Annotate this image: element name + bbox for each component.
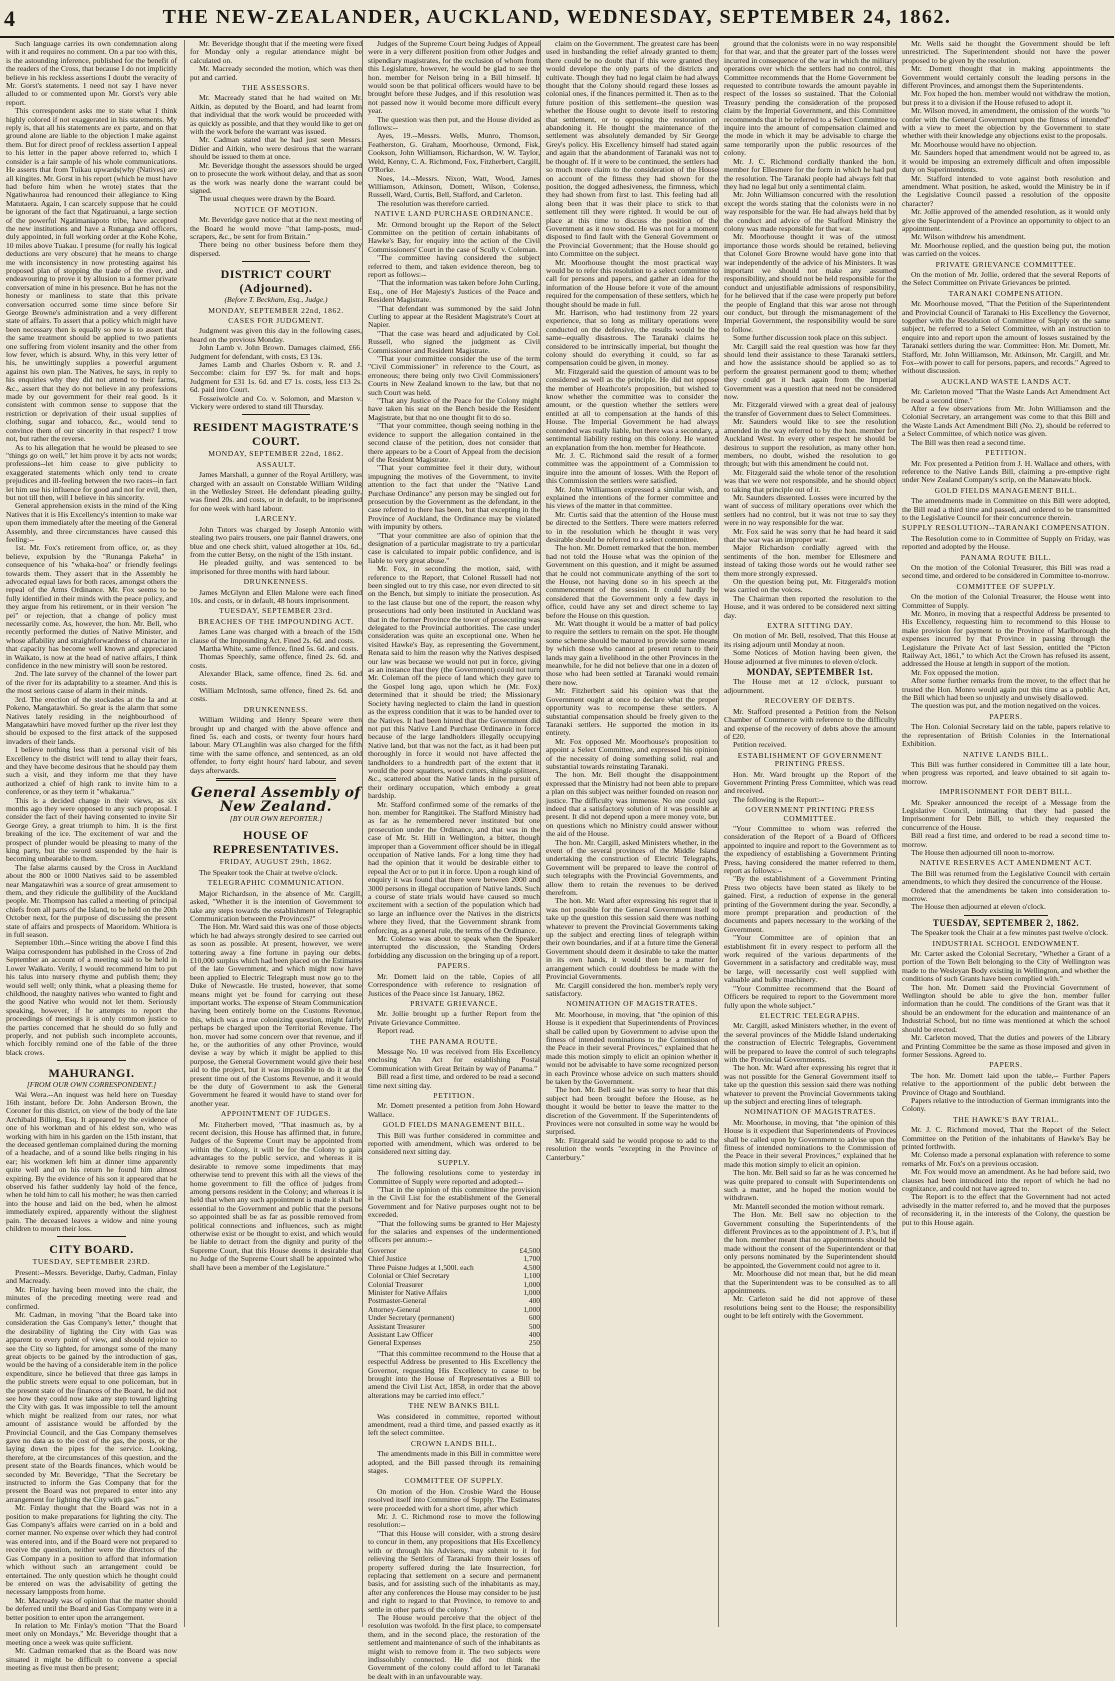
section-label: NATIVE RESERVES ACT AMENDMENT ACT. — [919, 858, 1093, 868]
table-row: Three Puisne Judges at 1,500l. each 4,500 — [368, 1262, 540, 1272]
paragraph: Mr. Moorhouse did not mean that, but he did mean that the Superintendent was to be consulted as to all appointments. — [724, 1269, 896, 1295]
paragraph: The hon. Mr. Domett laid upon the table,-- Further Papers relative to the apportionment of the public debt between the Province of Otago and Southland. — [902, 1070, 1110, 1097]
paragraph: The Hon. Colonial Secretary laid on the table, papers relative to the representation of British Colonies in the International Exhibition. — [902, 722, 1110, 749]
paragraph: Mr. Mantell seconded the motion without remark. — [733, 1201, 885, 1211]
section-label: ASSAULT. — [256, 459, 296, 469]
section-label: PRIVATE GRIEVANCE COMMITTEE. — [935, 259, 1077, 269]
section-label: PAPERS. — [989, 1060, 1023, 1070]
heading-mahurangi: MAHURANGI. — [48, 1066, 135, 1081]
section-label: NOMINATION OF MAGISTRATES. — [744, 1107, 876, 1117]
paragraph: Mr. Jollie approved of the amended resolution, as it would only give the Superintendent of a Province an opportunity to object to an appointment. — [902, 207, 1110, 233]
section-label: NATIVE LAND PURCHASE ORDINANCE. — [374, 209, 534, 219]
heading-district-court: DISTRICT COURT (Adjourned). — [220, 267, 332, 296]
section-label: AUCKLAND WASTE LANDS ACT. — [941, 376, 1071, 386]
paragraph: Mr. Fitzherbert moved, "That inasmuch as, by a recent decision, this House has affirmed that, in future, Judges of the Supreme Court may be appointed from within the Colony, it will be for the Colony to gain advantages to the public service, and whereas it is desirable to remove some impediments that may otherwise tend to prevent this with all the views of the home government to fill the office of judges from among persons resident in the Colony; and whereas it is held that when any such appointment is made it shall be essential to the Government and public that the persons so appointed shall be as far as possible removed from political connections and influences, such as might otherwise exist or be thought to exist, and which would be liable to detract from the dignity and purity of the Supreme Court, that this House deems it desirable that no Judge of the Supreme Court shall be appointed who shall have been a member of the Legislature." — [190, 1119, 362, 1272]
paragraph: "That the following sums be granted to Her Majesty for the salaries and expenses of the undermentioned officers per annum:-- — [368, 1218, 540, 1245]
paragraph: The hon. Mr. Ward after expressing his regret that it was not possible for the General Government itself to take up the question this session said there was nothing whatever to prevent the Provincial Governments taking up the subject and erecting lines of telegraph. — [724, 1063, 896, 1106]
section-label: RECOVERY OF DEBTS. — [764, 696, 856, 706]
date-line: TUESDAY, SEPTEMBER 23RD. — [32, 1257, 151, 1267]
paragraph: Mr. Finlay having been moved into the chair, the minutes of the preceding meeting were read and confirmed. — [6, 1284, 177, 1311]
date-line: MONDAY, SEPTEMBER 1st. — [746, 667, 874, 678]
section-label: COMMITTEE OF SUPPLY. — [956, 581, 1056, 591]
column-5 — [718, 40, 901, 1627]
paragraph: Mr. Cadman remarked that as the Board was now situated it might be difficult to convene a special meeting as five must then be present; — [6, 1646, 177, 1672]
paragraph: The hon. Mr. Ward after expressing his regret that it was not possible for the General Government itself to take up the question this session said there was nothing whatever to prevent the Provincial Governments taking up the subject and erecting lines of telegraph within their own boundaries, and if at a future time the General Government should deem it desirable to take the matter in its own hands, it would then be a matter for arrangement which could doubtless be made with the Provincial Governments. — [546, 896, 718, 982]
section-label: SUPPLY. — [437, 1157, 471, 1167]
paragraph: Alexander Black, same offence, fined 2s. 6d. and costs. — [190, 669, 362, 687]
paragraph: "Your Committee are of opinion that an establishment fit in every respect to perform all the work required of the various departments of the Government in a satisfactory and creditable way, must be large, will necessarily cost well supplied with valuable and bulky machinery. — [724, 933, 896, 985]
paragraph: The Speaker took the Chair at a few minutes past twelve o'clock. — [911, 928, 1109, 938]
section-label: IMPRISONMENT FOR DEBT BILL. — [939, 787, 1073, 797]
section-label: TELEGRAPHIC COMMUNICATION. — [207, 878, 345, 888]
section-label: ELECTRIC TELEGRAPHS. — [759, 1010, 861, 1020]
paragraph: The amendments made in Committee on this Bill were adopted, the Bill read a third time and passed, and ordered to be transmitted to the Legislative Council for their concurrence therein. — [902, 496, 1110, 522]
paragraph: "That your committee are also of opinion that the designation of a particular magistrate to try a particular case is calculated to impair public confidence, and is liable to very great abuse." — [368, 530, 540, 565]
paragraph: In relation to Mr. Finlay's motion "That the Board meet only on Mondays," Mr. Beveridge thought that a meeting once a week was quite sufficient. — [6, 1620, 177, 1647]
divider — [216, 778, 336, 781]
paragraph: James McGlynn and Ellen Malone were each fined 10s. and costs, or in default, 48 hours imprisonment. — [190, 587, 362, 605]
paragraph: On motion of the Hon. Crosbie Ward the House resolved itself into Committee of Supply. The Estimates were proceeded with for a short time, after which — [368, 1486, 540, 1513]
paragraph: Mr. Saunders dissented. Losses were incurred by the want of success of military operations over which the settlers had no control, but it was not true to say they were in no way responsible for the war. — [724, 492, 896, 528]
paragraph: "That the case was heard and adjudicated by Col. Russell, who signed the judgment as Civil Commissioner and Resident Magistrate. — [368, 328, 540, 355]
paragraph: The House then adjourned till noon to-morrow. — [911, 847, 1055, 857]
paragraph: Mr. Wells said he thought the Government should be left unrestricted. The Superintendent should not have the power proposed to be given by the resolution. — [902, 39, 1110, 65]
section-label: LARCENY. — [255, 514, 297, 524]
paragraph: Hon. Mr. Ward brought up the Report of the Government Printing Press Committee, which was read and received. — [724, 769, 896, 796]
paragraph: Mr. Ormond brought up the Report of the Select Committee on the petition of certain inhabitants of Hawke's Bay, for enquiry into the action of the Civil Commissioners' Court in the case of Scully v. Coleman. — [368, 219, 540, 254]
paragraph: Was considered in committee, reported without amendment, read a third time, and passed exactly as it left the select committee. — [368, 1411, 540, 1438]
section-label: GOLD FIELDS MANAGEMENT BILL. — [934, 485, 1078, 495]
paragraph: "That defendant was summoned by the said John Curling to appear at the Resident Magistrate's Court at Napier. — [368, 303, 540, 330]
section-label: CROWN LANDS BILL. — [410, 1438, 498, 1448]
paragraph: Mr. Speaker announced the receipt of a Message from the Legislative Council, intimating that they had passed the Imprisonment for Debt Bill, to which they requested the concurrence of the House. — [902, 797, 1110, 832]
paragraph: Mr. Saunders would like to see the resolution amended in the way referred to by the hon. member for Auckland West. In every other respect he should be desirous to support the resolution, as many other hon. members, no doubt, wished the resolution to go through; but with this amendment he could not. — [724, 417, 896, 469]
date-line: MONDAY, SEPTEMBER 22nd, 1862. — [208, 449, 344, 459]
section-label: APPOINTMENT OF JUDGES. — [220, 1109, 332, 1119]
column-1 — [6, 39, 182, 1672]
paragraph: The hon. Mr. Bell thought the disappointment expressed that the Ministry had not been able to prepare a plan on this subject was neither founded on reason nor justice. The difficulty was immense. No one could say indeed that a satisfactory solution of it was possible at present. It did not depend upon a mere money vote, but on questions which no Ministry could answer without the aid of the House. — [546, 770, 718, 839]
paragraph: Mr. Moorhouse thought it was of the utmost importance those words should be retained, believing that Colonel Gore Browne would have gone into that war independently of the advice of his Ministers. It was important we should not make any assumed responsibility, and should not be held responsible for the conduct and unjustifiable admissions of responsibility, for he believed that if the case were properly put before the people of England that this war arose not through our conduct, but through the mismanagement of the Imperial Government, the responsibility would be sure to follow. — [724, 232, 896, 334]
table-row: Minister for Native Affairs 1,000 — [368, 1287, 540, 1297]
paragraph: The following is the Report:-- — [733, 794, 825, 804]
paragraph: Mr. John Williamson concurred with the resolution except the words stating that the colonists were in no way responsible for the war. He had always held that by the conduct and advice of the Stafford Ministry the colony was made responsible for that war. — [724, 190, 896, 233]
paragraph: Mr. Domett laid on the table, Copies of all Correspondence with reference to resignation of Justices of the Peace since 1st January, 1862. — [368, 971, 540, 998]
paragraph: Petition received. — [733, 740, 787, 750]
paragraph: On motion of Mr. Bell, resolved, That this House at its rising adjourn until Monday at noon. — [724, 631, 896, 649]
paragraph: Mr. Moorhouse moved, "That the Petition of the Superintendent and Provincial Council of Taranaki to His Excellency the Governor, together with the Resolution of Committee of Supply on the same subject, be referred to a Select Committee, with an instruction to enquire into and report upon the amount of losses sustained by the Taranaki settlers during the war. Committee: Hon. Mr. Domett, Mr. Stafford, Mr. John Williamson, Mr. Atkinson, Mr. Cargill, and Mr. Fox--with power to call for persons, papers, and records." Agreed to without discussion. — [902, 299, 1110, 376]
paragraph: I believe nothing less than a personal visit of his Excellency to the district will tend to allay their fears, and they have become desirous that he should pay them such a visit, and they inform me that they have authorized a chief of high rank to invite him to a conference, or as they term it "whakarua." — [6, 745, 177, 797]
paragraph: Papers relative to the introduction of German immigrants into the Colony. — [902, 1095, 1110, 1114]
divider — [242, 414, 311, 415]
table-row: Colonial Treasurer 1,000 — [368, 1279, 540, 1289]
paragraph: Fosseiwolcle and Co. v. Solomon, and Marston v. Vickery were ordered to stand till Thursday. — [190, 393, 362, 412]
paragraph: "Your Committee recommend that the Board of Officers be required to report to the Government more fully upon the whole subject." — [724, 983, 896, 1010]
paragraph: "That the information was taken before John Curling, Esq., one of Her Majesty's Justices of the Peace and Resident Magistrate. — [368, 278, 540, 305]
paragraph: The false alarms caused by the Cross in Auckland about the 800 or 1000 Natives said to be assembled near Mangatawhiri was a source of great amusement to them, and they ridicule the gullibility of the Auckland people. Mr. Thompson has called a meeting of principal chiefs from all parts of the Island, to be held on the 20th October next, for the purpose of discussing the present state of affairs and prospects of Maoridom. Whitiora is in full season. — [6, 862, 177, 940]
paragraph: Mr. Fitzgerald said the question of amount was to be considered as well as the principle. He did not oppose the member of Heathcote's proposition, but wished to know whether the committee was to consider the amount, or the question whether the settlers were entitled at all to compensation at the hands of this House. The Imperial Government he had always contended was really liable, but there was a secondary, a sentimental liability resting on this colony. He wanted an explanation from the hon. member for Heathcote. — [546, 366, 718, 452]
column-6 — [896, 40, 1115, 1627]
paragraph: James Lane was charged with a breach of the 15th clause of the Impounding Act. Fined 2s. 6d. and costs. — [190, 627, 362, 645]
paragraph: Mr. Moorhouse thought the most practical way would be to refer this resolution to a select committee to call for persons and papers, and gather an idea for the information of the House before it vote of the amount required for the compensation of these settlers, which he thought should be made in full. — [546, 257, 718, 309]
section-label: CASES FOR JUDGMENT. — [228, 315, 324, 325]
paragraph: The hon. Mr. Domett said the Provincial Government of Wellington should be able to give the hon. member fuller information than he could. The conditions of the Grant was that it should be an endowment for the education and maintenance of an Industrial School, but no time was mentioned at which the school should be erected. — [902, 982, 1110, 1034]
section-label: NOMINATION OF MAGISTRATES. — [566, 999, 698, 1009]
paragraph: Thomas Speechly, same offence, fined 2s. 6d. and costs. — [190, 652, 362, 670]
paragraph: "That this committee recommend to the House that a respectful Address be presented to His Excellency the Governor, requesting His Excellency to cause to be brought into the House of Representatives a Bill to amend the Civil List Act, 1858, in order that the above alterations may be carried into effect." — [368, 1348, 540, 1400]
divider — [964, 915, 1047, 916]
column-4 — [540, 40, 723, 1627]
paragraph: Mr. Fox opposed the motion. — [911, 667, 1000, 677]
section-label: PANAMA ROUTE BILL. — [960, 552, 1052, 562]
section-label: GOLD FIELDS MANAGEMENT BILL. — [382, 1120, 526, 1130]
paragraph: Message No. 10 was received from His Excellency enclosing "An Act for establishing Postal Communication with Great Britain by way of Panama." — [368, 1046, 540, 1073]
masthead — [0, 0, 1114, 38]
paragraph: Major Richardson cordially agreed with the sentiments of the hon. member for Ellesmere and instead of taking those words out he would rather see them more strongly expressed. — [724, 543, 896, 578]
paragraph: On the motion of the Colonial Treasurer, the House went into Committee of Supply. — [902, 592, 1110, 610]
paragraph: As to his allegation that he would be pleased to see "things go on well," let him prove it by acts not words; professions--let him cease to give publicity to exaggerated statements which only tend to create prejudices and ill-feeling between the two races--in fact let him use his influence for good and not for evil, then, but not till then, will I believe in his sincerity. — [6, 442, 177, 502]
paragraph: He pleaded guilty, and was sentenced to be imprisoned for three months with hard labour. — [190, 558, 362, 576]
subheading: [BY OUR OWN REPORTER.] — [229, 814, 323, 824]
paragraph: Mr. Moorhouse replied, and the question being put, the motion was carried on the voices. — [902, 240, 1110, 259]
paragraph: Mr. Carter asked the Colonial Secretary, "Whether a Grant of a portion of the Town Belt belonging to the City of Wellington was made to the Wesleyan Body existing in Wellington, and whether the conditions of such Grants have been complied with." — [902, 949, 1110, 984]
paragraph: This is a decided change in their views, as six months ago they were opposed to any such proposal. I consider the fact of their having consented to invite Sir George Grey, a great triumph to him. It is the first breaking of the ice. The excitement of war and the prospect of plunder would be pleasing to many of the king party, but the sword suspended by the hair is becoming unbearable to them. — [6, 795, 177, 864]
paragraph: "The committee having considered the subject referred to them, and taken evidence thereon, beg to report as follows:-- — [368, 253, 540, 279]
table-row: Governor £4,500 — [368, 1245, 540, 1255]
table-row: Postmaster-General 400 — [368, 1296, 540, 1306]
paragraph: 3rd. The erection of the stockades at the Ia and at Pokeno, Mangatawhiri. So great is the alarm that some Natives lately residing in the neighbourhood of Mangatawhiri have moved further up the river lest they should be exposed to the first attack of the supposed invaders of their lands. — [6, 694, 177, 746]
page-number: 4 — [4, 6, 15, 31]
paragraph: "That your committee feel it their duty, without impugning the motives of the Government, to invite attention to the fact that under the "Native Land Purchase Ordinance" any person may be singled out for prosecution by the Government as the defendant, in the case referred to there has been, but that excepting in the Province of Auckland, the Ordinance may be violated with impunity by others. — [368, 463, 540, 532]
paragraph: 2nd. The late survey of the channel of the lower part of the river for its adaptability to a steamer. And this is the most serious cause of alarm in their minds. — [6, 669, 177, 696]
paragraph: "That your committee, though seeing nothing in the evidence to support the allegation contained in the second clause of the petition, does not consider that there appears to be a Court of Appeal from the decision of the Resident Magistrate. — [368, 421, 540, 464]
paragraph: Mr. Cadman stated that he had just seen Messrs. Didier and Aitkin, who were desirous that the warrant should be issued to them at once. — [190, 135, 362, 162]
divider — [57, 1060, 125, 1061]
paragraph: claim on the Government. The greatest care has been used in husbanding the relief already granted to them; there could be no doubt that if this were granted they would develope the only parts of the districts and cultivate. Though they had no legal claim he had always thought that the Colony should regard these losses as colonial ones, if the finances permitted it. Then as to the future position of this settlement--the question was whether the House ought to devote itself to restoring that settlement, or to opposing the restoration or abandoning it. He thought the maintenance of the settlement was absolutely demanded by Sir George Grey's policy. His Excellency himself had stated again and again that the abandonment of Taranaki was not to be thought of. If it were to be continued, the settlers had so much more claim to the consideration of the House on account of the fitness they had shown for the position, the dogged adhesiveness, the firmness, which they had shown from first to last. This feeling had all along been that it was their place to stick to that settlement till they were righted. It would be out of place at this time to discuss the position of the Government as it now stood. He was not for a moment disposed to find fault with the General Government or the Provincial Government; that the House should go into Committee on the subject. — [546, 39, 718, 259]
paragraph: This Bill was further considered in Committee till a late hour, when progress was reported, and leave obtained to sit again to-morrow. — [902, 759, 1110, 786]
paragraph: The amendments made in this Bill in committee were adopted, and the Bill passed through its remaining stages. — [368, 1449, 540, 1476]
paragraph: Mr. Cargill, asked Ministers whether, in the event of the several provinces of the Middle Island undertaking the construction of Electric Telegraphs, Government will be prepared to leave the control of such telegraphs with the Provincial Governments. — [724, 1021, 896, 1064]
paragraph: Major Richardson, in the absence of Mr. Cargill, asked, "Whether it is the intention of Government to take any steps towards the establishment of Telegraphic Communication between the Provinces?" — [190, 888, 362, 923]
paragraph: Judgment was given this day in the following cases, heard on the previous Monday. — [190, 326, 362, 344]
paragraph: Mr. Curtis said that the attention of the House must be directed to the Settlers. There were matters referred to in the resolution which he thought it was very desirable should be referred to a select committee. — [546, 509, 718, 544]
paragraph: Wai Wera.--An inquest was held here on Tuesday 16th instant, before Dr. John Anderson Brown, the Coroner for this district, on view of the body of the late Archibald Billing, Esq. It appeared by the evidence of one of his workman and of his eldest son, who was working with him in his garden on the 15th instant, that the deceased gentleman complained during the morning of a headache, and of a sound like bells ringing in his ear; his workmen left him at dinner time apparently quite well and on his return he found him almost expiring. By the evidence of his son it appeared that he observed his father suddenly lay hold of the fence, when he told him to call his mother; he was then carried into the house and laid on the bed, when he almost immediately expired, apparently without the slightest pain. The deceased leaves a widow and nine young children to mourn their loss. — [6, 1089, 177, 1234]
section-label: COMMITTEE OF SUPPLY. — [404, 1476, 504, 1486]
paragraph: On the question being put, Mr. Fitzgerald's motion was carried on the voices. — [724, 577, 896, 595]
paragraph: Mr. Monro, in moving that a respectful Address be presented to His Excellency, requesting him to recommend to this House to make provision for payment to the Province of Marlborough the expenses incurred by that Province in passing through the Legislature the Private Act of last Session, entitled the "Picton Railway Act, 1861," to which Act the Crown has refused its assent, addressed the House at length in support of the motion. — [902, 609, 1110, 669]
paragraph: ground that the colonists were in no way responsible for that war, and that the greater part of the losses were incurred in consequence of the war in which the military operations over which the settlers had no control, this Committee recommends that the Home Government be requested to contribute towards the amount payable in respect of the losses so sustained. That the Colonial Treasury pending the consideration of the proposed claim by the Imperial Government, and this Committee recommends that it be referred to a Select Committee to inquire into the amount of compensation claimed and the mode in which it may be advisable to charge the same temporarily upon the public resources of the colony. — [724, 39, 896, 158]
paragraph: General apprehension exists in the mind of the King Natives that it is His Excellency's intention to make war upon them immediately after the meeting of the General Assembly, and three circumstances have caused this feeling:-- — [6, 501, 177, 544]
date-line: MONDAY, SEPTEMBER 22nd, 1862. — [208, 305, 344, 315]
section-label: PETITION. — [433, 1090, 475, 1100]
paragraph: Such language carries its own condemnation along with it and requires no comment. On a par too with this, is the astounding inference, published for the benefit of the readers of the Cross, that because I do not implicitly believe in his reckless assertions I doubt the veracity of Mr. Gorst's statements. I need not say I have never alluded to or commented upon Mr. Gorst's very able report. — [6, 39, 177, 107]
paragraph: The usual cheques were drawn by the Board. — [199, 194, 336, 204]
paragraph: Mr. Moorhouse, in moving, that "the opinion of this House is it expedient that Superintendents of Provinces shall be called upon by Government to advise upon the fitness of intended nominations to the Commission of the Peace in their several Provinces," explained that he made this motion simply to elicit an opinion. — [724, 1117, 896, 1169]
table-row: Attorney-General 1,000 — [368, 1304, 540, 1314]
paragraph: Mr. Fitzgerald said he would propose to add to the resolution the words "excepting in the Province of Canterbury." — [546, 1135, 718, 1162]
section-label: EXTRA SITTING DAY. — [767, 621, 853, 631]
paragraph: Mr. Fox, in seconding the motion, said, with reference to the Report, that Colonel Russell had not been singled out to try this case, nor even directed to sit on the Bench, but simply to initiate the prosecution. As to the last clause but one of the report, the reason why prosecutions had only been instituted in Auckland was that in the former Province the tower of prosecuting was delegated to the Provincial authorities. The case under consideration was quite an exceptional one. When he visited Hawke's Bay, as representing the Government, Renata said to him the reason why the Natives despised our law was because we would not put in force, giving as an instance that they (the Government) could not turn Mr. Coleman off the piece of land which they gave to the Gospel long ago, upon which he (Mr. Fox) determined that it should be tried; the Missionary Society having neglected to claim the land in question as the express condition that it was to be handed over to the Natives. It had been hinted that the Government did not put this Native Land Purchase Ordinance in force because of the large landholders illegally occupying Native land, but that was not the fact, as it had been put thoroughly in force it would not have affected the landholders to a hundredth part of the extent that it would the poor squatters, wood cutters, shingle splitters, &c., scattered about the Native lands in the pursuit of their ordinary occupation, which embody a great hardship. — [368, 564, 540, 801]
paragraph: Mr. Wilson withdrew his amendment. — [911, 232, 1026, 242]
table-row: General Expenses 250 — [368, 1338, 540, 1348]
paragraph: Judges of the Supreme Court being Judges of Appeal were in a very different position from other Judges and stipendiary magistrates, for the exclusion of whom from this Legislature, however, he would be glad to see the hon. member for Nelson bring in a Bill himself. It would soon be that political officers would have to be brought before these Judges, and if this resolution was not passed now it would become more difficult every year. — [368, 39, 540, 116]
table-row: Under Secretary (permanent) 600 — [368, 1313, 540, 1323]
section-label: PETITION. — [985, 448, 1027, 458]
paragraph: Mr. Fitzgerald viewed with a great deal of jealousy the transfer of Government dues to Select Committees. — [724, 400, 896, 418]
paragraph: Ordered that the amendments be taken into consideration to-morrow. — [902, 885, 1110, 903]
paragraph: Mr. Beveridge thought the assessors should be urged on to prosecute the work without delay, and that as soon as the work was nearly done the warrant could be signed. — [190, 160, 362, 195]
paragraph: James Lamb and Charles Osborn v. R. and J. Seccombe: claim for £97 9s. for malt and hops. Judgment for £31 1s. 6d. and £7 1s. costs, less £13 2s. 6d. paid into Court. — [190, 360, 362, 395]
paragraph: Mr. Carleton moved "That the Waste Lands Act Amendment Act be read a second time." — [902, 387, 1110, 405]
paragraph: Report read. — [377, 1026, 415, 1036]
paragraph: Mr. Saunders hoped that amendment would not be agreed to, as it would be imposing an extremely difficult and often impossible duty on Superintendents. — [902, 148, 1110, 175]
paragraph: The House would perceive that the object of the resolution was twofold. In the first place, to compensate them, and in the second place, the restoration of the settlement and maintenance of such of the inhabitants as might wish to remove from it. The two subjects were indissolubly connected. He did not think the Government of the colony could afford to let Taranaki be dealt with in an unfavourable way. — [368, 1612, 540, 1681]
paragraph: Mr. Fox would move an amendment. As he had before said, two clauses had been introduced into the report of which he had no cognizance, and could not have agreed to. — [902, 1167, 1110, 1193]
paragraph: The Speaker took the Chair at twelve o'clock. — [199, 867, 338, 877]
section-label: TARANAKI COMPENSATION. — [948, 288, 1064, 298]
section-label: THE HAWKE'S BAY TRIAL. — [952, 1114, 1060, 1124]
section-label: INDUSTRIAL SCHOOL ENDOWMENT. — [932, 938, 1080, 948]
paragraph: Mr. J. C. Richmond cordially thanked the hon. member for Ellesmere for the form in which he had put the resolution. The Taranaki people had always felt that they had no legal but only a sentimental claim. — [724, 156, 896, 191]
paragraph: Mr. Carleton moved, That the duties and powers of the Library and Printing Committee be the same as those imposed and given in former Sessions. Agreed to. — [902, 1033, 1110, 1059]
paragraph: On the motion of Mr. Jollie, ordered that the several Reports of the Select Committee on Private Grievances be printed. — [902, 269, 1110, 288]
date-line: TUESDAY, SEPTEMBER 23rd. — [219, 606, 333, 616]
paragraph: Mr. Domett thought that in making appointments the Government would certainly consult the leading persons in the different Provinces, and amongst them the Superintendents. — [902, 64, 1110, 91]
section-label: BREACHES OF THE IMPOUNDING ACT. — [198, 616, 354, 626]
paragraph: Mr. Fox presented a Petition from J. H. Wallace and others, with reference to the Native Lands Bill, claiming a pre-emptive right under New Zealand Company's scrip, on the Manawatu block. — [902, 458, 1110, 485]
section-label: PAPERS. — [989, 711, 1023, 721]
paragraph: Mr. Beveridge gave notice that at the next meeting of the Board he would move "that lamp-posts, mud-scrapers, &c., be sent for from Britain." — [190, 215, 362, 241]
paragraph: The Resolution come to in Committee of Supply on Friday, was reported and adopted by the House. — [902, 533, 1110, 552]
divider — [57, 1236, 125, 1237]
paragraph: Mr. Domett presented a petition from John Howard Wallace. — [368, 1101, 540, 1119]
paragraph: "That this House will consider, with a strong desire to concur in them, any propositions that His Excellency with or through his Advisers, may submit to it for relieving the Settlers of Taranaki from their losses of property suffered during the late Insurrection, for replacing that settlement on a secure and permanent basis, and for assisting such of the inhabitants as may, after any conferences the House may consider to be just and right to regard to that Province, to remove to and settle in other parts of the colony." — [368, 1528, 540, 1614]
section-label: NATIVE LANDS BILL. — [962, 749, 1050, 759]
section-label: THE PANAMA ROUTE. — [410, 1036, 498, 1046]
paragraph: Mr. Cadman, in moving "that the Board take into consideration the Gas Company's letter," thought that the desirability of lighting the City with Gas was apparent to every point of view, and should rejoice to see the City so lighted, for amongst some of the many great objects to be gained by the introduction of gas, would be the having of a considerable item in the police expenditure, since he believed that three gas lamps in the public streets were equal to one policeman, but in the present state of the finances of the Board, he did not see how they could now take any step toward lighting the City with gas. It was impossible to tell the amount which might be realized from our rates, nor what amount of assistance would be afforded by the Provincial Council, and the Gas Company themselves gave no data as to the cost of the gas, the posts, or the laying down the pipes for the service. Looking, therefore, at the circumstances of this question, and the present state of the Boards finances, which would be seconded by Mr. Beveridge, "That the Secretary be instructed to inform the Gas Company that for the present the Board was not prepared to enter into any arrangement for lighting the City with gas." — [6, 1309, 177, 1504]
section-label: NOTICE OF MOTION. — [234, 204, 318, 214]
paragraph: 1st. Mr. Fox's retirement from office, or, as they believe, expulsion by the "Runanga Pakeha" in consequence of his "whaka-hoa" or friendly feelings towards them. They assert that in the Assembly he advocated equal laws for both races, amongst others the repeal of the Arms Ordinance. Mr. Fox seems to be fully identified in their minds with the peace policy, and they argue from his retirement, or in their version "he pei" or rejection, that a change of policy must necessarily come. As, however, the hon. Mr. Bell, who recently performed the duties of Native Minister, and whose affability and straightforwardness of character in that capacity has become well known and appreciated in Waikato, is now at the head of native affairs, I think confidence in the new ministry will soon be restored. — [6, 543, 177, 671]
date-line: TUESDAY, SEPTEMBER 2, 1862. — [932, 917, 1080, 928]
section-label: DRUNKENNESS. — [243, 577, 309, 587]
subheading: [FROM OUR OWN CORRESPONDENT.] — [26, 1080, 157, 1090]
paragraph: The Bill was returned from the Legislative Council with certain amendments, to which they desired the concurrence of the House. — [902, 868, 1110, 887]
subheading: (Before T. Beckham, Esq., Judge.) — [224, 295, 328, 305]
paragraph: John Lamb v. John Brown. Damages claimed, £66. Judgment for defendant, with costs, £3 13s. — [190, 343, 362, 361]
paragraph: Mr. John Williamson expressed a similar wish, and explained the intentions of the former committee and his views of the matter in that committee. — [546, 484, 718, 511]
section-label: GOVERNMENT PRINTING PRESS COMMITTEE. — [745, 805, 875, 823]
paragraph: After some further remarks from the mover, to the effect that he trusted the Hon. Monro would again put this time as a public Act, the Bill which had been so unjustly and unwisely disallowed. — [902, 676, 1110, 703]
paragraph: Mr. Stafford confirmed some of the remarks of the hon. member for Rangitikei. The Stafford Ministry had as far as he remembered never instituted but one prosecution under the Ordinance, and that was in the case of Mr. St. Hill in Wellington, a bitter, though improper than a Government officer should be in illegal occupation of Native lands. For a long time they had had the opinion that it would be desirable either to repeal the Act or to put it in force. Upon a rough kind of enquiry it was found that there were between 2000 and 3000 persons in illegal occupation of Native lands. Such a course of state trials would have caused so much excitement with a section of the population which had so large an influence over the Natives in the districts where they lived, that the Government shrank from enforcing, as a general rule, the terms of the Ordinance. — [368, 799, 540, 935]
paragraph: This Bill was further considered in committee and reported with amendment, which was ordered to be considered next sitting day. — [368, 1130, 540, 1157]
paragraph: There being no other business before them they dispersed. — [190, 240, 362, 258]
section-label: THE ASSESSORS. — [241, 83, 311, 93]
paragraph: The House met at 12 o'clock, pursuant to adjournment. — [724, 677, 896, 695]
column-2 — [184, 40, 367, 1627]
paragraph: The Chairman then reported the resolution to the House, and it was ordered to be considered next sitting day. — [724, 593, 896, 620]
date-line: FRIDAY, AUGUST 29th, 1862. — [219, 857, 333, 867]
heading-house: HOUSE OF REPRESENTATIVES. — [213, 828, 339, 857]
heading-resident-court: RESIDENT MAGISTRATE'S COURT. — [193, 420, 359, 449]
paragraph: Mr. Beveridge thought that if the meeting were fixed for Monday only a regular attendance might be calculated on. — [190, 39, 362, 65]
paragraph: "By the establishment of a Government Printing Press two objects have been stated as likely to be gained. First, a reduction of expense in the general printing of the Government during the year. Secondly, a more prompt preparation and production of the documents and papers necessary to the working of the Government. — [724, 874, 896, 934]
paragraph: Some Notices of Motion having been given, the House adjourned at five minutes to eleven o'clock. — [724, 648, 896, 666]
paragraph: The question was put, and the motion negatived on the voices. — [911, 701, 1101, 711]
divider — [242, 261, 311, 262]
heading-general-assembly: General Assembly of New Zealand. — [191, 785, 361, 816]
section-label: DRUNKENNESS. — [243, 704, 309, 714]
section-label: PRIVATE GRIEVANCE. — [410, 998, 498, 1008]
paragraph: The Hon. Mr. Ward said this was one of those objects which he had always strongly desired to see carried out as soon as possible. At present, however, we were tottering away a fine fortune in paying our debts. £10,000 surplus which had been placed on the Estimates of the late Government, and which might now have been applied to Electric Telegraph must now go to the Duke of Newcastle. He trusted, however, that some means might yet be found for carrying out these important works. The expense of Steam Communication having been entirely borne on the Customs Revenue, this, which was a true colonizing question, might fairly perhaps be charged upon the Territorial Revenue. The hon. mover had some concern over that revenue, and if he, or the authorities of any other Province, would devise a way by which it might be applied to this purpose, the General Government would give their best aid to the project, but it was impossible to do it at the present time out of the Customs Revenue, and it would be the duty of Government to ask the General Government he feared it would have to stand over for another year. — [190, 922, 362, 1108]
section-label: ESTABLISHMENT OF GOVERNMENT PRINTING PRESS. — [737, 750, 883, 769]
paragraph: Mr. Carleton said he did not approve of these resolutions being sent to the House; the responsibility ought to be left entirely with the Government. — [724, 1294, 896, 1321]
paragraph: Bill read a first time, and ordered to be read a second time to-morrow. — [902, 831, 1110, 849]
paragraph: Some further discussion took place on this subject. — [733, 333, 888, 343]
paragraph: The Bill was then read a second time. — [911, 437, 1026, 447]
paragraph: "That in the opinion of this committee the provision in the Civil List for the establishment of the General Government and for Native purposes ought not to be exceeded. — [368, 1185, 540, 1220]
paragraph: Mr. Cargill considered the hon. member's reply very satisfactory. — [546, 980, 718, 998]
paragraph: Mr. Colenso was about to speak when the Speaker interrupted the discussion, the Standing Orders forbidding any discussion on the bringing up of a report. — [368, 934, 540, 960]
paragraph: John Tutors was charged by Joseph Antonio with stealing two pairs trousers, one pair flannel drawers, one blue and one check shirt, valued altogether at 10s. 6d., from the cutter Betsy, on the night of the 15th instant. — [190, 524, 362, 559]
paragraph: Mr. J. C. Richmond said the result of a former committee was the appointment of a Commission to inquire into the amount of losses. With the Report of this Commission the settlers were satisfied. — [546, 450, 718, 486]
paragraph: Mr. Watt thought it would be a matter of bad policy to require the settlers to remain on the spot. He thought some scheme should be matured to provide some means by which those who cannot at present return to their lands may gain a livelihood in the other Provinces in the meanwhile, for he did not believe that one in a dozen of those who had been settled at Taranaki would remain there now. — [546, 619, 718, 687]
paragraph: Present:--Messrs. Beveridge, Darby, Cadman, Finlay and Macready. — [6, 1267, 177, 1286]
column-3 — [362, 39, 545, 1681]
paragraph: The hon. Mr. Domett remarked that the hon. member had not told the House what was the opinion of the Government on this question, and it might be assumed that he could not communicate anything of the sort to the House, not having done so in his speech at the commencement of the session. It could hardly be considered that the Government only a few days in office, could have any set and direct scheme to lay before the House on this question. — [546, 543, 718, 620]
paragraph: The hon. Mr. Bell said he was sorry to hear that this subject had been brought before the House, as he thought it would be better to leave the matter to the discretion of the Government. If the Superintendents of Provinces were not consulted in some way he would be surprised. — [546, 1085, 718, 1137]
paragraph: Mr. Moorhouse, in moving, that "the opinion of this House is it expedient that Superintendents of Provinces shall be called upon by Government to advise upon the fitness of intended nominations to the Commission of the Peace in their several Provinces," explained that he made this motion simply to elicit an opinion whether it would not be advisable to have some recognized person in each Province whose advice on such matters should be taken by the Government. — [546, 1009, 718, 1086]
paragraph: Mr. Stafford intended to vote against both resolution and amendment. What position, he asked, would the Ministry be in if the Legislative Council passed a resolution of the opposite character? — [902, 173, 1110, 208]
paragraph: The Report is to the effect that the Government had not acted advisedly in the matter referred to, and he moved that the purposes of reconsidering it, in the interests of the Colony, the question be put to this House again. — [902, 1192, 1110, 1227]
paragraph: Mr. Macready was of opinion that the matter should be deferred until the Board and Gas Company were in a better position to enter upon the arrangement. — [6, 1595, 177, 1622]
paragraph: Mr. Cargill said the real question was how far they should lend their assistance to these Taranaki settlers, and how the assistance should be applied so as to perform the greatest permanent good to them; whether they could get it back again from the Imperial Government was a question that need not be considered now. — [724, 341, 896, 402]
table-row: Chief Justice 1,700 — [368, 1254, 540, 1264]
paragraph: Mr. Fitzgerald said the whole tenor of the resolution was that we were not responsible, and he should object to taking that principle out of it. — [724, 467, 896, 494]
paragraph: The question was then put, and the House divided as follows:-- — [368, 114, 540, 133]
paragraph: Martha White, same offence, fined 5s. 6d. and costs. — [199, 643, 359, 653]
paragraph: On the motion of the Colonial Treasurer, this Bill was read a second time, and ordered to be considered in Committee to-morrow. — [902, 562, 1110, 581]
paragraph: Ayes, 19.--Messrs. Wells, Munro, Thomson, Featherston, G. Graham, Moorhouse, Ormond, Fisk, Cookson, John Williamson, Richardson, W. W. Taylor, Weld, Kenny, C. A. Richmond, Fox, Fitzherbert, Cargill, O'Rorke. — [368, 131, 540, 175]
paragraph: Mr. Macready seconded the motion, which was then put and carried. — [190, 64, 362, 82]
paragraph: Mr. Stafford presented a Petition from the Nelson Chamber of Commerce with reference to the difficulty and expense of the recovery of debts above the amount of £20. — [724, 706, 896, 741]
paragraph: Mr. Macready stated that he had waited on Mr. Aitkin, as deputed by the Board, and had learnt from that individual that the work would be proceeded with as quickly as possible, and that they would like to get on with the work before the warrant was issued. — [190, 93, 362, 137]
paragraph: "That any Justice of the Peace for the Colony might have taken his seat on the Bench beside the Resident Magistrate, but that no one thought fit to do so. — [368, 396, 540, 422]
paragraph: This correspondent asks me to state what I think highly colored if not exaggerated in his statements. My reply is, that all his statements are ex parte, and on that ground alone are liable to the objection I make against them. But for direct proof of reckless assertion I appeal to his letter in the paper above referred to, which I consider is a fair sample of his whole communications. He asserts that from Tuikau upwards(why (Natives) are all kingites. Mr. Gorst in his report (which he must have had before him when he wrote) states that the Ngatiwhauroa had renounced their allegiance to King Matutaera. Again, I can scarcely suppose that he could be ignorant of the fact that Ngatiruanui, a large section of the powerful Ngatimaniapoto tribe, have accepted the new institutions and have a Runanga and officers, duly appointed, in full working order at the Kohe Kohe, 10 miles above Tuakau. I presume (for really his logical deductions are very obscure) that he means to charge me with inconsistency in now protesting against his proposed plan of stopping the trade of the river, and endeavouring to prove it by allusion to a former private conversation of mine in his presence. But he has not the honesty or manliness to state that this private conversation occurred some time since before Sir George Browne's administration and a very different state of affairs. To assert that a policy which might have been necessary then is equally so now is to assert that the same treatment should be applied to two patients one suffering from violent insanity and the other from low fever, which is absurd. Why, in this very letter of his, he unwittingly supplies a powerful argument against his own plan. The Natives, he says, in reply to his enquiries why they did not attend to their farms, &c., assert that they do not believe in any professions made by our government for their real good. Is it consistent with common sense to suppose that the restriction or deprivation of their usual supplies of clothing, sugar and tobacco, &c., would tend to convince them of our sincerity in that respect? I trow not, but rather the reverse. — [6, 106, 177, 444]
paragraph: After a few observations from Mr. John Williamson and the Colonial Secretary, an arrangement was come to that this Bill and the Waste Lands Act Amendment Bill (No. 2), should be referred to a Select Committee, of which notice was given. — [902, 404, 1110, 439]
paragraph: The hon. Mr. Bell said so far as he was concerned he was quite prepared to consult with Superintendents on such a matter, and he hoped the motion would be withdrawn. — [724, 1168, 896, 1203]
section-label: SUPPLY RESOLUTION--TARANAKI COMPENSATION. — [902, 523, 1110, 533]
paragraph: Mr. Colenso made a personal explanation with reference to some remarks of Mr. Fox's on a previous occasion. — [902, 1150, 1110, 1168]
table-row: Assistant Law Officer 400 — [368, 1329, 540, 1339]
paragraph: Mr. Fitzherbert said his opinion was that the Government ought at once to declare what the proper opportunity was to recompense these settlers. A substantial compensation should be freely given to the Taranaki settlers. He supported the motion in its entirety. — [546, 686, 718, 738]
table-row: Assistant Treasurer 500 — [368, 1321, 540, 1331]
paragraph: Mr. Fox hoped the hon. member would not withdraw the motion, but press it to a division if the House refused to adopt it. — [902, 89, 1110, 107]
paragraph: Mr. Harrison, who had testimony from 22 years experience, that so long as military operations were conducted on the defensive, the results would be the same--equally disastrous. The Taranaki claims he considered to be intrinsically imperial, but thought the colony should do everything it could, so far as compensation could be given, in money. — [546, 308, 718, 368]
table-row: Colonial or Chief Secretary 1,100 — [368, 1271, 540, 1281]
paragraph: The House then adjourned at eleven o'clock. — [911, 902, 1046, 912]
civil-list-table — [368, 1247, 540, 1348]
paragraph: "Your Committee to whom was referred the consideration of the Report of a Board of Officers appointed to inquire and report to the Government as to the expediency of establishing a Government Printing Press, having considered the matter referred to them, report as follows:-- — [724, 823, 896, 875]
paragraph: William McIntosh, same offence, fined 2s. 6d. and costs. — [190, 686, 362, 704]
paragraph: The following resolutions come to yesterday in Committee of Supply were reported and adopted:-- — [368, 1168, 540, 1186]
paragraph: Mr. Jollie brought up a further Report from the Private Grievance Committee. — [368, 1009, 540, 1027]
paragraph: Bill read a first time, and ordered to be read a second time next sitting day. — [368, 1072, 540, 1090]
paragraph: Mr. Wilson moved, in amendment, the omission of the words "to confer with the General Government upon the fitness of intended" with a view to meet the objection by the Government to state whether with their knowledge any objections exist to the proposals. — [902, 106, 1110, 141]
paragraph: William Wilding and Henry Speare were then brought up and charged with the above offence and fined 5s. each and costs, or twenty four hours hard labour. Mary O'Laughlin was also charged for the fifth time with the same offence, and sentenced, as an old offender, to forty eight hours' hard labour, and seven days afterwards. — [190, 715, 362, 775]
section-label: THE NEW BANKS BILL — [408, 1401, 500, 1411]
paragraph: Noes, 14.--Messrs. Nixon, Watt, Wood, James Williamson, Atkinson, Domett, Wilson, Colenso, Russell, Ward, Curtis, Bell, Stafford, and Carleton. — [368, 173, 540, 200]
heading-city-board: CITY BOARD. — [49, 1242, 134, 1257]
paragraph: Mr. J. C. Richmond rose to move the following resolution:-- — [368, 1512, 540, 1530]
paragraph: The resolution was therefore carried. — [377, 198, 489, 208]
paragraph: The hon. Mr. Cargill, asked Ministers whether, in the event of the several provinces of the Middle Island undertaking the construction of Electric Telegraphs, Government will be prepared to leave the control of such telegraphs with the Provincial Governments, and allow them to retain the revenues to be derived therefrom. — [546, 837, 718, 898]
paragraph: James Marshall, a gunner of the Royal Artillery, was charged with an assault on Constable William Wilding in the Wellesley Street. He defendant pleading guilty, was fined 20s. and costs, or in default, to be imprisoned for one week with hard labour. — [190, 470, 362, 513]
paragraph: September 10th.--Since writing the above I find this Waipa correspondent has published in the Cross of 2nd September an account of a meeting said to be held in Lower Waikato. Verily, I would recommend him to put his talus into nursery rhyme and publish them; they would sell well; only think, what a pleasing theme for childhood, the naughty natives who wanted to fight and the good Native who would not let them. Seriously speaking, however, if he attempts to report the proceedings of meetings it is only common justice to the parties concerned that he should do so fully and properly, and not publish such incomplete accounts, which forcibly remind one of the fable of the three black crows. — [6, 938, 177, 1057]
paragraph: "That your committee consider the use of the term "Civil Commissioner" in reference to the Court, as erroneous; there being only two Civil Commissioners' Courts in New Zealand known to the law, but that no such Court was held. — [368, 354, 540, 397]
paragraph: Mr. Fox opposed Mr. Moorhouse's proposition to appoint a Select Committee, and expressed his opinion of the necessity of doing something solid, real and substantial towards reinstating Taranaki. — [546, 736, 718, 771]
columns — [0, 39, 1114, 1681]
paragraph: Mr. J. C. Richmond moved, That the Report of the Select Committee on the Petition of the inhabitants of Hawke's Bay be printed forthwith. — [902, 1125, 1110, 1151]
paragraph: Mr. Finlay thought that the Board was not in a position to make preparations for lighting the city. The Gas Company's affairs were carried on in a bold and corner manner. No expense over which they had control was entered into, and if the Board were not prepared to receive the question, neither were the directors of the Gas Company in a position to afford that information which without such an arrangement could be entertained. The only question which he thought could be entered on was the advisability of getting the necessary lampposts from home. — [6, 1503, 177, 1597]
paragraph: Mr. Fox said he was sorry that he had heard it said that the war was an improper war. — [724, 526, 896, 544]
newspaper-title: THE NEW-ZEALANDER, AUCKLAND, WEDNESDAY, SEPTEMBER 24, 1862. — [162, 6, 952, 28]
paragraph: The Hon. Mr. Bell saw no objection to the Government consulting the Superintendents of the different Provinces as to the appointment of J. P.'s, but if the hon. member meant that no appointments should be made without the consent of the Superintendent or that only persons nominated by the Superintendent should be appointed, the Government could not agree to it. — [724, 1210, 896, 1270]
section-label: PAPERS. — [437, 961, 471, 971]
paragraph: Mr. Moorhouse would have no objection. — [911, 139, 1037, 149]
